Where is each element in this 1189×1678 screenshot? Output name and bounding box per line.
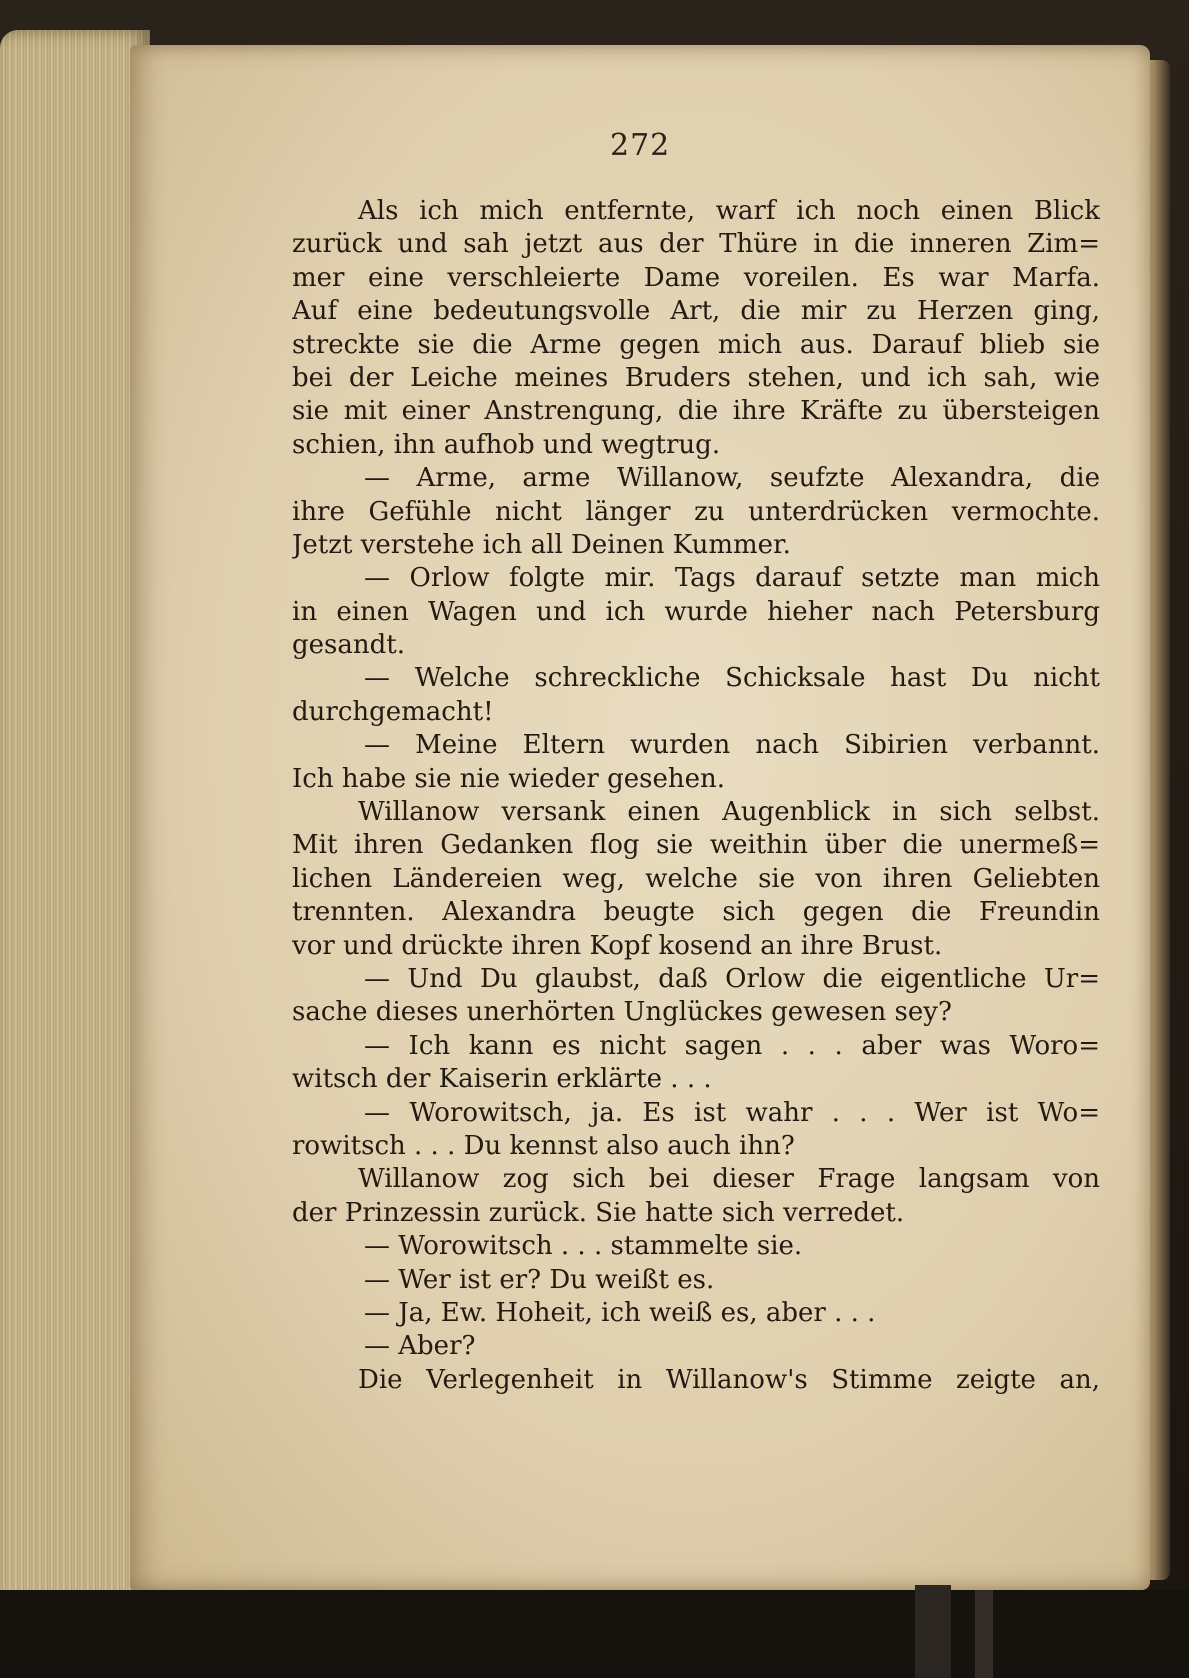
- text-line: Mit ihren Gedanken flog sie weithin über die unermeß=: [292, 830, 1100, 861]
- text-line: der Prinzessin zurück. Sie hatte sich verredet.: [292, 1197, 905, 1228]
- text-line: — Meine Eltern wurden nach Sibirien verbannt.: [364, 730, 1100, 761]
- page-edges-left: [0, 30, 150, 1608]
- bottom-cover: [0, 1590, 1189, 1678]
- text-line: Auf eine bedeutungsvolle Art, die mir zu Herzen ging,: [292, 296, 1100, 327]
- page-number: 272: [610, 128, 671, 163]
- bookmark-ribbon: [915, 1585, 951, 1678]
- text-line: — Arme, arme Willanow, seufzte Alexandra, die: [364, 463, 1100, 494]
- text-line: sie mit einer Anstrengung, die ihre Kräfte zu übersteigen: [292, 396, 1100, 427]
- text-line: durchgemacht!: [292, 696, 494, 727]
- body-text: [292, 195, 1100, 1397]
- text-line: — Orlow folgte mir. Tags darauf setzte man mich: [364, 563, 1100, 594]
- text-line: — Aber?: [364, 1331, 476, 1362]
- text-line: Willanow zog sich bei dieser Frage langsam von: [358, 1164, 1100, 1195]
- text-line: Als ich mich entfernte, warf ich noch einen Blick: [358, 196, 1100, 226]
- text-line: zurück und sah jetzt aus der Thüre in die inneren Zim=: [292, 229, 1100, 260]
- text-line: streckte sie die Arme gegen mich aus. Darauf blieb sie: [292, 329, 1100, 360]
- text-line: bei der Leiche meines Bruders stehen, und ich sah, wie: [292, 362, 1100, 393]
- text-line: — Welche schreckliche Schicksale hast Du nicht: [364, 663, 1100, 694]
- text-line: Die Verlegenheit in Willanow's Stimme zeigte an,: [358, 1364, 1100, 1395]
- text-line: rowitsch . . . Du kennst also auch ihn?: [292, 1130, 795, 1161]
- text-line: — Wer ist er? Du weißt es.: [364, 1264, 715, 1295]
- text-line: Willanow versank einen Augenblick in sich selbst.: [358, 797, 1100, 828]
- text-line: — Ja, Ew. Hoheit, ich weiß es, aber . . .: [364, 1297, 876, 1328]
- bookmark-ribbon-secondary: [975, 1590, 993, 1678]
- text-line: — Worowitsch . . . stammelte sie.: [364, 1231, 803, 1262]
- text-line: Ich habe sie nie wieder gesehen.: [292, 763, 725, 794]
- text-line: witsch der Kaiserin erklärte . . .: [292, 1064, 712, 1095]
- text-line: gesandt.: [292, 630, 405, 661]
- text-line: — Ich kann es nicht sagen . . . aber was Woro=: [364, 1030, 1100, 1061]
- text-line: Jetzt verstehe ich all Deinen Kummer.: [292, 529, 791, 560]
- text-line: lichen Ländereien weg, welche sie von ihren Geliebten: [292, 863, 1100, 894]
- text-line: sache dieses unerhörten Unglückes gewesen sey?: [292, 997, 952, 1028]
- text-line: trennten. Alexandra beugte sich gegen die Freundin: [292, 897, 1100, 928]
- text-line: mer eine verschleierte Dame voreilen. Es war Marfa.: [292, 262, 1100, 293]
- text-line: — Worowitsch, ja. Es ist wahr . . . Wer ist Wo=: [364, 1097, 1100, 1128]
- text-line: schien, ihn aufhob und wegtrug.: [292, 429, 721, 460]
- text-line: — Und Du glaubst, daß Orlow die eigentliche Ur=: [364, 963, 1100, 994]
- text-line: vor und drückte ihren Kopf kosend an ihre Brust.: [292, 930, 943, 961]
- text-line: ihre Gefühle nicht länger zu unterdrücken vermochte.: [292, 496, 1100, 527]
- text-line: in einen Wagen und ich wurde hieher nach Petersburg: [292, 596, 1100, 627]
